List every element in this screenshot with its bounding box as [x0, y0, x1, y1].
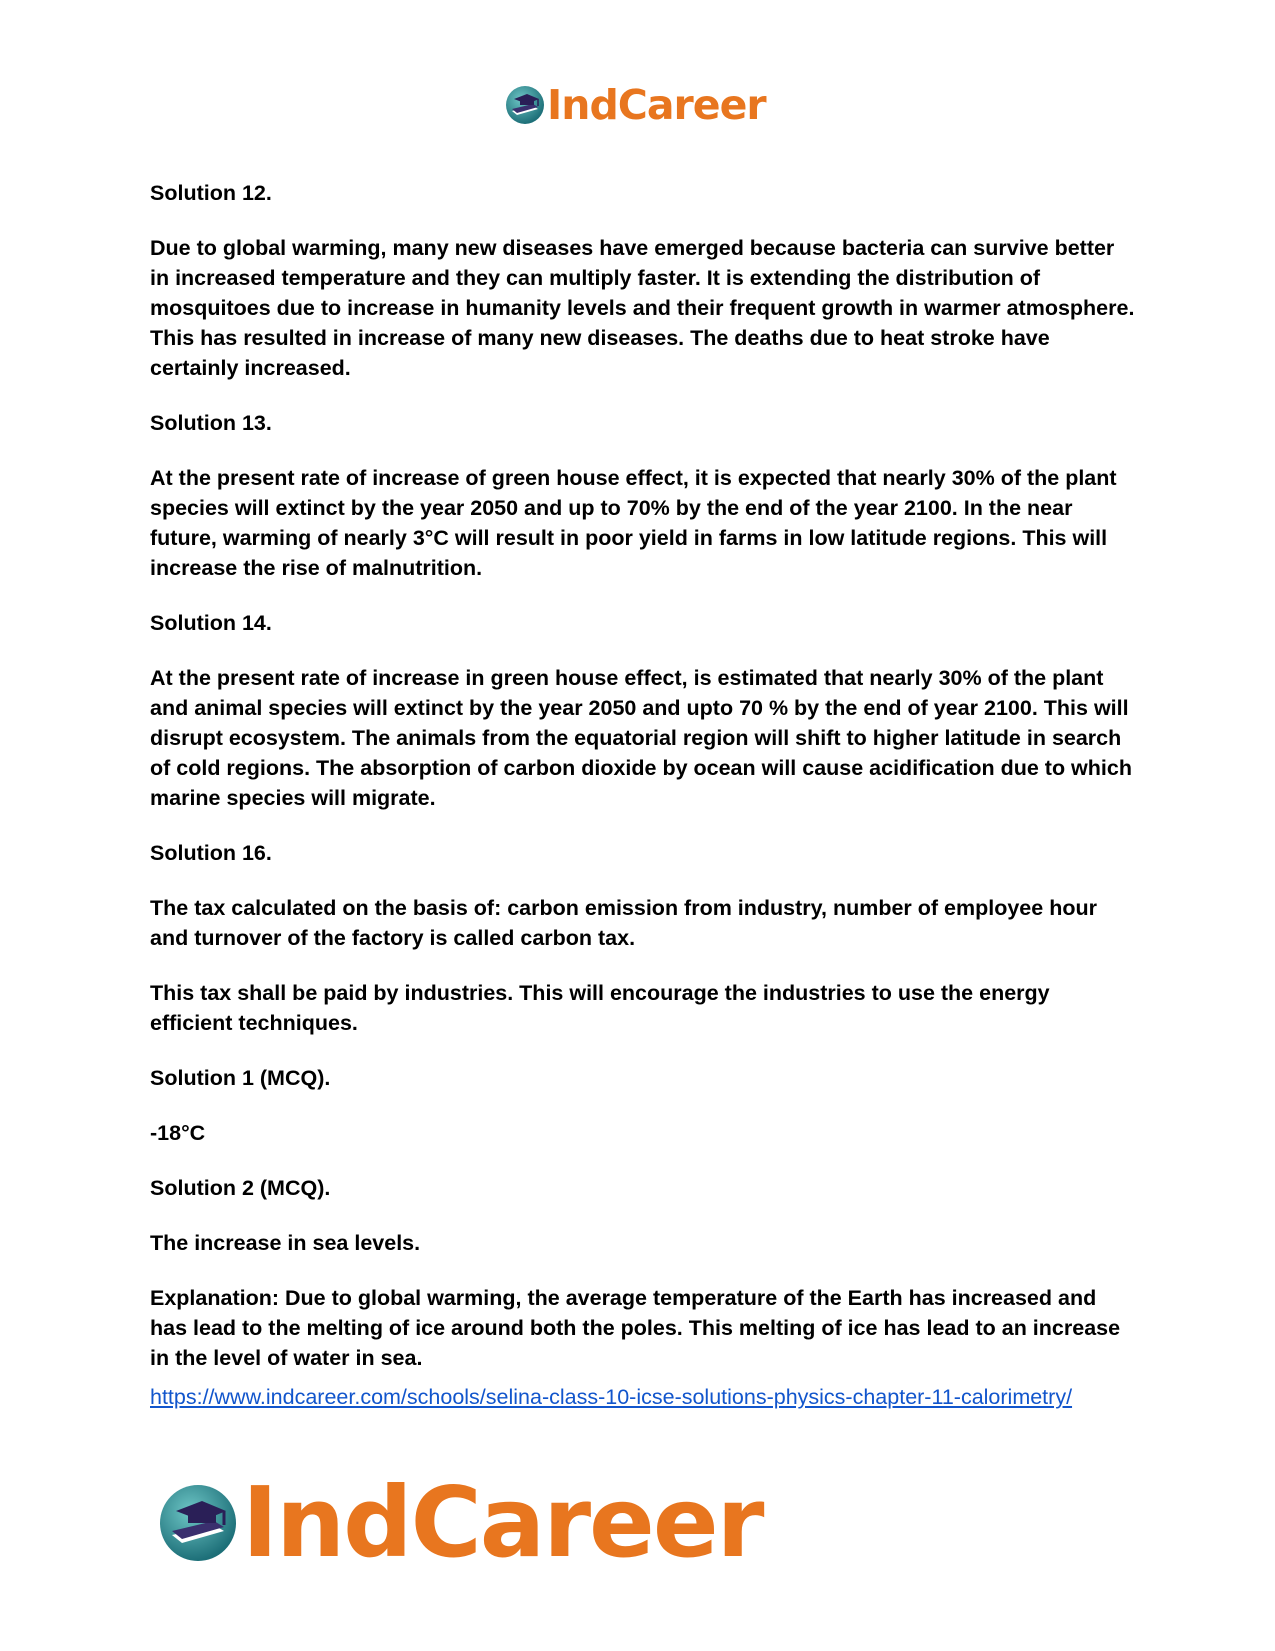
- source-link[interactable]: https://www.indcareer.com/schools/selina-class-10-icse-solutions-physics-chapter-11-calorimetry/: [150, 1385, 1073, 1409]
- solution-heading: Solution 13.: [150, 411, 272, 435]
- solutions-content: [150, 178, 1135, 1415]
- solution-answer: This tax shall be paid by industries. This will encourage the industries to use the energy efficient techniques.: [150, 981, 1050, 1035]
- solution-answer: The increase in sea levels.: [150, 1231, 421, 1255]
- brand-name: IndCareer: [242, 1466, 763, 1579]
- solution-heading: Solution 12.: [150, 181, 272, 205]
- solution-answer: The tax calculated on the basis of: carbon emission from industry, number of employee hour and turnover of the factory is called carbon tax.: [150, 896, 1097, 950]
- solution-answer: -18°C: [150, 1121, 206, 1145]
- solution-answer: At the present rate of increase of green house effect, it is expected that nearly 30% of the plant species will extinct by the year 2050 and up to 70% by the end of the year 2100. In the near future, warming of nearly 3°C will result in poor yield in farms in low latitude regions. This will increase the rise of malnutrition.: [150, 466, 1117, 580]
- graduation-book-icon: [505, 85, 545, 125]
- footer-logo: [158, 1468, 762, 1578]
- header-logo: [505, 80, 766, 130]
- solution-heading: Solution 14.: [150, 611, 272, 635]
- solution-explanation: Explanation: Due to global warming, the average temperature of the Earth has increased and has lead to the melting of ice around both the poles. This melting of ice has lead to an increase in the level of water in sea.: [150, 1286, 1121, 1370]
- brand-name: IndCareer: [547, 81, 766, 129]
- solution-answer: At the present rate of increase in green house effect, is estimated that nearly 30% of the plant and animal species will extinct by the year 2050 and upto 70 % by the end of year 2100. This will disrupt ecosystem. The animals from the equatorial region will shift to higher latitude in search of cold regions. The absorption of carbon dioxide by ocean will cause acidification due to which marine species will migrate.: [150, 666, 1132, 810]
- solution-answer: Due to global warming, many new diseases have emerged because bacteria can survive better in increased temperature and they can multiply faster. It is extending the distribution of mosquitoes due to increase in humanity levels and their frequent growth in warmer atmosphere. This has resulted in increase of many new diseases. The deaths due to heat stroke have certainly increased.: [150, 236, 1135, 380]
- solution-heading: Solution 2 (MCQ).: [150, 1176, 331, 1200]
- solution-heading: Solution 16.: [150, 841, 272, 865]
- graduation-book-icon: [158, 1483, 238, 1563]
- solution-heading: Solution 1 (MCQ).: [150, 1066, 331, 1090]
